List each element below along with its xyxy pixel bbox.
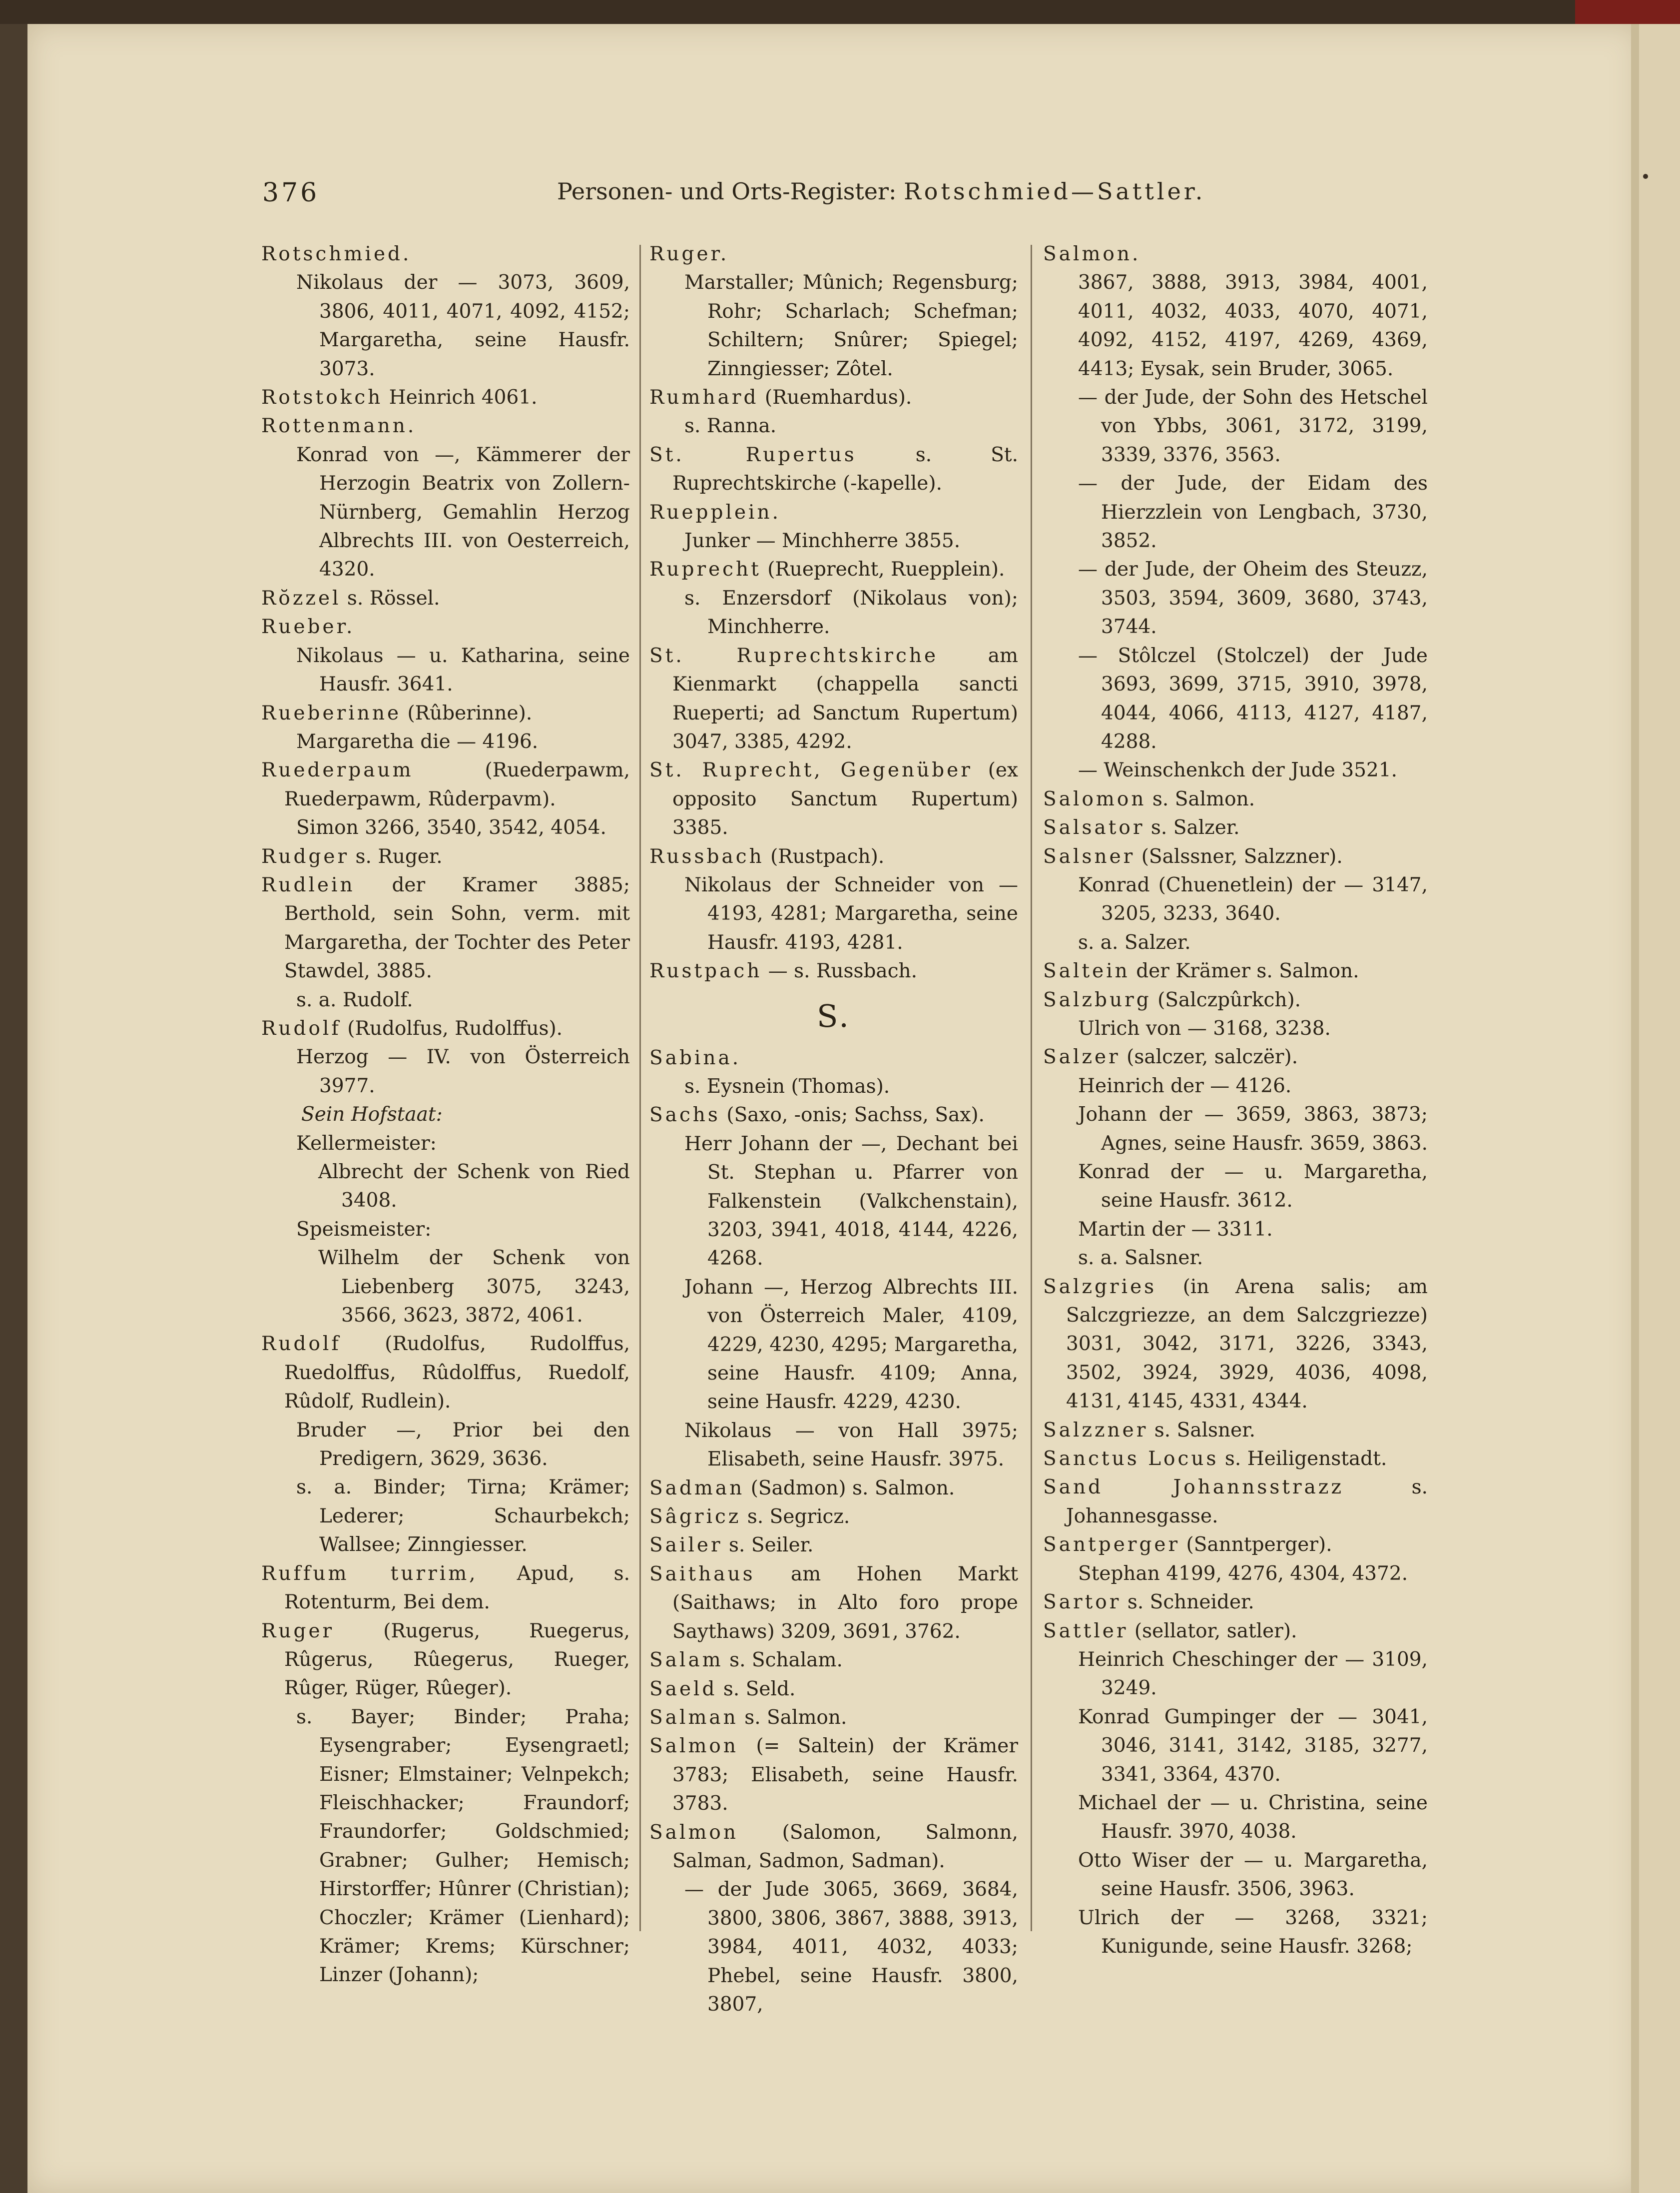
scan-left-border xyxy=(0,24,27,2193)
entry-text: s. Ruger. xyxy=(349,845,443,868)
index-subentry: — der Jude, der Oheim des Steuzz, 3503, 3594, 3609, 3680, 3743, 3744. xyxy=(1078,558,1428,639)
entry-headword: Saeld xyxy=(649,1677,717,1700)
index-subentry: Otto Wiser der — u. Margaretha, seine Hausfr. 3506, 3963. xyxy=(1078,1849,1428,1901)
index-subentry: Martin der — 3311. xyxy=(1078,1218,1273,1241)
index-entry xyxy=(649,1101,1018,1129)
entry-text: (sellator, satler). xyxy=(1128,1619,1297,1642)
index-subentry: Bruder —, Prior bei den Predigern, 3629, 3636. xyxy=(296,1419,630,1470)
entry-headword: Ruffum turrim, xyxy=(261,1562,478,1585)
index-entry xyxy=(649,1044,1018,1072)
column-rule-1 xyxy=(639,245,641,1931)
index-subentry: Stephan 4199, 4276, 4304, 4372. xyxy=(1078,1562,1408,1585)
index-column-2 xyxy=(649,240,1018,2019)
entry-headword: Rotstokch xyxy=(261,386,383,409)
index-subentry: Heinrich Cheschinger der — 3109, 3249. xyxy=(1078,1648,1428,1700)
index-entry xyxy=(649,1675,1018,1703)
running-title xyxy=(557,178,1205,205)
entry-headword: Ruederpaum xyxy=(261,759,414,782)
index-entry xyxy=(1043,1273,1428,1416)
entry-text: (Rustpach). xyxy=(764,845,885,868)
entry-text: s. Johannesgasse. xyxy=(1066,1476,1428,1527)
entry-text: (Salssner, Salzzner). xyxy=(1135,845,1343,868)
index-entry xyxy=(1043,785,1428,813)
scan-top-border xyxy=(0,0,1680,24)
index-entry xyxy=(1043,957,1428,985)
index-subentry: Johann —, Herzog Albrechts III. von Österreich Maler, 4109, 4229, 4230, 4295; Margaretha, seine Hausfr. 4109; Anna, seine Hausfr. 4229, 4230. xyxy=(684,1276,1018,1414)
index-subentry: — Weinschenkch der Jude 3521. xyxy=(1078,759,1398,782)
entry-headword: Saltein xyxy=(1043,960,1130,983)
index-entry xyxy=(649,1531,1018,1559)
entry-text: (Ruemhardus). xyxy=(758,386,912,409)
index-entry xyxy=(1043,1588,1428,1616)
entry-text: (Rugerus, Ruegerus, Rûgerus, Rûegerus, Rueger, Rûger, Rüger, Rûeger). xyxy=(284,1619,630,1700)
entry-text: s. Segricz. xyxy=(741,1505,850,1528)
index-subentry: s. Enzersdorf (Nikolaus von); Minchherre. xyxy=(684,587,1018,639)
index-subentry: s. a. Rudolf. xyxy=(296,988,413,1011)
index-subentry: Junker — Minchherre 3855. xyxy=(684,530,961,553)
entry-text: s. Schneider. xyxy=(1121,1591,1254,1614)
entry-headword: Sand Johannsstrazz xyxy=(1043,1476,1344,1499)
entry-headword: Rudolf xyxy=(261,1017,341,1040)
index-subentry: Konrad von —, Kämmerer der Herzogin Beatrix von Zollern-Nürnberg, Gemahlin Herzog Albrechts III. von Oesterreich, 4320. xyxy=(296,443,630,581)
index-subentry: Konrad der — u. Margaretha, seine Hausfr. 3612. xyxy=(1078,1161,1428,1212)
index-entry xyxy=(1043,1530,1428,1559)
entry-text: (Rueprecht, Ruepplein). xyxy=(761,558,1005,581)
index-subentry: Konrad Gumpinger der — 3041, 3046, 3141, 3142, 3185, 3277, 3341, 3364, 4370. xyxy=(1078,1705,1428,1786)
entry-headword: Rudlein xyxy=(261,873,355,896)
index-subentry: — Stôlczel (Stolczel) der Jude 3693, 3699, 3715, 3910, 3978, 4044, 4066, 4113, 4127, 4187, 4288. xyxy=(1078,644,1428,753)
index-entry xyxy=(649,1646,1018,1674)
index-entry xyxy=(1043,1445,1428,1473)
entry-text: (ex opposito Sanctum Rupertum) 3385. xyxy=(672,759,1019,839)
entry-text: (Saxo, -onis; Sachss, Sax). xyxy=(720,1104,985,1127)
index-entry xyxy=(1043,986,1428,1014)
entry-headword: Russbach xyxy=(649,845,764,868)
binding-edge xyxy=(1575,0,1680,24)
index-subentry: Simon 3266, 3540, 3542, 4054. xyxy=(296,816,606,839)
index-entry xyxy=(649,957,1018,985)
entry-headword: Ruprecht xyxy=(649,558,761,581)
entry-headword: Sâgricz xyxy=(649,1505,741,1528)
subheading: Sein Hofstaat: xyxy=(301,1103,443,1126)
speck xyxy=(1643,174,1648,179)
entry-headword: Salzgries xyxy=(1043,1275,1157,1298)
index-subentry: s. a. Salsner. xyxy=(1078,1247,1203,1270)
entry-headword: Salomon xyxy=(1043,787,1146,810)
column-rule-2 xyxy=(1031,245,1032,1931)
entry-headword: Rustpach xyxy=(649,960,762,983)
entry-text: s. St. Ruprechtskirche (-kapelle). xyxy=(672,443,1018,495)
index-entry xyxy=(1043,842,1428,871)
entry-text: der Kramer 3885; Berthold, sein Sohn, verm. mit Margaretha, der Tochter des Peter Stawdel, 3885. xyxy=(284,873,630,983)
index-subentry: s. a. Salzer. xyxy=(1078,931,1191,954)
index-entry xyxy=(1043,813,1428,842)
entry-headword: Salman xyxy=(649,1706,738,1729)
entry-text: (Rudolfus, Rudolffus). xyxy=(341,1017,563,1040)
index-subentry: Heinrich der — 4126. xyxy=(1078,1074,1292,1097)
entry-headword: St. Rupertus xyxy=(649,443,857,466)
entry-text: (salczer, salczër). xyxy=(1120,1046,1298,1069)
index-entry xyxy=(649,1502,1018,1531)
index-entry xyxy=(649,240,1018,268)
index-subentry: Margaretha die — 4196. xyxy=(296,730,539,753)
index-entry xyxy=(649,555,1018,584)
entry-headword: Rueber. xyxy=(261,616,355,639)
entry-headword: Rudolf xyxy=(261,1333,341,1356)
entry-text: am Hohen Markt (Saithaws; in Alto foro prope Saythaws) 3209, 3691, 3762. xyxy=(672,1562,1018,1643)
index-entry xyxy=(1043,1043,1428,1071)
index-entry xyxy=(1043,1473,1428,1530)
index-entry xyxy=(261,871,630,986)
index-entry xyxy=(261,613,630,641)
index-entry xyxy=(261,1559,630,1617)
index-entry xyxy=(649,1474,1018,1502)
index-subentry: Herzog — IV. von Österreich 3977. xyxy=(296,1046,630,1097)
entry-headword: Ruepplein. xyxy=(649,501,781,524)
index-entry xyxy=(649,441,1018,498)
entry-headword: Sachs xyxy=(649,1104,720,1127)
index-entry xyxy=(261,584,630,613)
entry-text: Heinrich 4061. xyxy=(383,386,538,409)
entry-headword: Sattler xyxy=(1043,1619,1128,1642)
entry-text: (Salomon, Salmonn, Salman, Sadmon, Sadman). xyxy=(672,1821,1018,1872)
running-title-range: Rotschmied—Sattler. xyxy=(904,178,1206,205)
index-subentry: s. Ranna. xyxy=(684,415,777,438)
page-fold xyxy=(1631,24,1639,2193)
entry-text: (in Arena salis; am Salczgriezze, an dem Salczgriezze) 3031, 3042, 3171, 3226, 3343, 3502, 3924, 3929, 4036, 4098, 4131, 4145, 4331, 4344. xyxy=(1066,1275,1428,1413)
entry-text: der Krämer s. Salmon. xyxy=(1129,960,1359,983)
entry-text: Apud, s. Rotenturm, Bei dem. xyxy=(284,1562,630,1614)
index-entry xyxy=(1043,1416,1428,1445)
index-subentry: Wilhelm der Schenk von Liebenberg 3075, 3243, 3566, 3623, 3872, 4061. xyxy=(318,1247,630,1327)
entry-headword: Salzer xyxy=(1043,1046,1120,1069)
entry-text: — s. Russbach. xyxy=(762,960,918,983)
index-entry xyxy=(649,383,1018,412)
index-entry xyxy=(649,1732,1018,1818)
index-entry xyxy=(649,642,1018,756)
index-entry xyxy=(649,1703,1018,1732)
entry-headword: Rottenmann. xyxy=(261,415,417,438)
next-page-edge xyxy=(1639,24,1680,2193)
index-subentry: Kellermeister: xyxy=(296,1132,437,1155)
index-subentry: Ulrich der — 3268, 3321; Kunigunde, seine Hausfr. 3268; xyxy=(1078,1906,1428,1958)
index-subentry: Konrad (Chuenetlein) der — 3147, 3205, 3233, 3640. xyxy=(1078,873,1428,925)
index-subentry: Nikolaus der — 3073, 3609, 3806, 4011, 4071, 4092, 4152; Margaretha, seine Hausfr. 3073. xyxy=(296,271,630,380)
index-subentry: Nikolaus der Schneider von — 4193, 4281; Margaretha, seine Hausfr. 4193, 4281. xyxy=(684,873,1018,954)
entry-headword: Sadman xyxy=(649,1476,745,1499)
index-subentry: Herr Johann der —, Dechant bei St. Stephan u. Pfarrer von Falkenstein (Valkchenstain), 3203, 3941, 4018, 4144, 4226, 4268. xyxy=(684,1132,1018,1270)
index-entry xyxy=(261,240,630,268)
index-entry xyxy=(261,383,630,412)
entry-headword: Salsator xyxy=(1043,816,1145,839)
entry-text: s. Rössel. xyxy=(341,587,440,610)
entry-headword: Ruger. xyxy=(649,243,729,265)
entry-headword: Rŏzzel xyxy=(261,587,341,610)
index-entry xyxy=(261,412,630,440)
index-entry xyxy=(1043,240,1428,268)
index-column-1 xyxy=(261,240,630,1990)
entry-text: s. Salmon. xyxy=(1146,787,1255,810)
index-entry xyxy=(261,756,630,813)
entry-headword: Rotschmied. xyxy=(261,243,412,265)
index-entry xyxy=(261,1617,630,1703)
index-entry xyxy=(649,498,1018,527)
entry-text: (Rûberinne). xyxy=(401,702,533,725)
index-entry xyxy=(261,842,630,871)
index-entry xyxy=(649,1560,1018,1646)
index-subentry: Nikolaus — u. Katharina, seine Hausfr. 3641. xyxy=(296,644,630,696)
section-letter: S. xyxy=(817,997,851,1034)
running-title-prefix: Personen- und Orts-Register: xyxy=(557,178,904,205)
entry-headword: Salsner xyxy=(1043,845,1135,868)
index-entry xyxy=(261,699,630,728)
index-entry xyxy=(649,1818,1018,1876)
entry-headword: Salmon xyxy=(649,1735,739,1758)
entry-text: s. Seld. xyxy=(717,1677,796,1700)
index-subentry: Speismeister: xyxy=(296,1218,432,1241)
entry-text: s. Salzer. xyxy=(1144,816,1240,839)
entry-headword: Sabina. xyxy=(649,1046,741,1069)
entry-headword: St. Ruprecht, Gegenüber xyxy=(649,759,973,782)
entry-text: (Ruederpawm, Ruederpawm, Rûderpavm). xyxy=(284,759,630,810)
index-subentry: — der Jude, der Eidam des Hierzzlein von Lengbach, 3730, 3852. xyxy=(1078,472,1428,553)
index-subentry: s. Eysnein (Thomas). xyxy=(684,1075,890,1098)
index-subentry: Johann der — 3659, 3863, 3873; Agnes, seine Hausfr. 3659, 3863. xyxy=(1078,1103,1428,1155)
index-subentry: Marstaller; Mûnich; Regensburg; Rohr; Scharlach; Schefman; Schiltern; Snûrer; Spiegel; Zinngiesser; Zôtel. xyxy=(684,271,1018,380)
entry-headword: Santperger xyxy=(1043,1533,1180,1556)
index-column-3 xyxy=(1043,240,1428,1961)
entry-headword: Salzburg xyxy=(1043,988,1151,1011)
entry-headword: Rueberinne xyxy=(261,702,402,725)
entry-text: s. Heiligenstadt. xyxy=(1218,1448,1387,1470)
entry-headword: Sartor xyxy=(1043,1591,1121,1614)
index-subentry: s. a. Binder; Tirna; Krämer; Lederer; Schaurbekch; Wallsee; Zinngiesser. xyxy=(296,1476,630,1556)
index-entry xyxy=(649,842,1018,871)
entry-headword: Rumhard xyxy=(649,386,759,409)
index-subentry: s. Bayer; Binder; Praha; Eysengraber; Eysengraetl; Eisner; Elmstainer; Velnpekch; Fleischhacker; Fraundorf; Fraundorfer; Goldschmied; Grabner; Gulher; Hemisch; Hirstorffer; Hûnrer (Christian); Choczler; Krämer (Lienhard); Krämer; Krems; Kürschner; Linzer (Johann); xyxy=(296,1705,630,1987)
entry-headword: Salmon. xyxy=(1043,243,1141,265)
entry-text: (Rudolfus, Rudolffus, Ruedolffus, Rûdolffus, Ruedolf, Rûdolf, Rudlein). xyxy=(284,1333,630,1413)
index-entry xyxy=(649,756,1018,842)
index-subentry: — der Jude, der Sohn des Hetschel von Ybbs, 3061, 3172, 3199, 3339, 3376, 3563. xyxy=(1078,386,1428,466)
entry-text: s. Seiler. xyxy=(722,1534,814,1557)
index-entry xyxy=(261,1330,630,1416)
entry-headword: Salzzner xyxy=(1043,1419,1148,1442)
index-subentry: — der Jude 3065, 3669, 3684, 3800, 3806, 3867, 3888, 3913, 3984, 4011, 4032, 4033; Phebel, seine Hausfr. 3800, 3807, xyxy=(684,1878,1018,2016)
index-subentry: Michael der — u. Christina, seine Hausfr. 3970, 4038. xyxy=(1078,1791,1428,1843)
entry-text: (Salczpûrkch). xyxy=(1151,988,1301,1011)
page-number: 376 xyxy=(262,178,320,208)
entry-headword: Ruger xyxy=(261,1619,335,1642)
index-entry xyxy=(1043,1617,1428,1645)
index-subentry: Albrecht der Schenk von Ried 3408. xyxy=(318,1161,630,1212)
entry-headword: Sailer xyxy=(649,1534,723,1557)
entry-text: s. Schalam. xyxy=(723,1649,843,1672)
entry-headword: Salmon xyxy=(649,1821,739,1844)
index-subentry: Nikolaus — von Hall 3975; Elisabeth, seine Hausfr. 3975. xyxy=(684,1419,1018,1471)
index-subentry: Ulrich von — 3168, 3238. xyxy=(1078,1017,1331,1040)
index-entry xyxy=(261,1014,630,1043)
entry-headword: St. Ruprechtskirche xyxy=(649,644,939,667)
entry-text: (Sadmon) s. Salmon. xyxy=(744,1476,955,1499)
entry-headword: Rudger xyxy=(261,845,350,868)
entry-headword: Sanctus Locus xyxy=(1043,1448,1219,1470)
index-subentry: 3867, 3888, 3913, 3984, 4001, 4011, 4032, 4033, 4070, 4071, 4092, 4152, 4197, 4269, 4369, 4413; Eysak, sein Bruder, 3065. xyxy=(1078,271,1428,380)
entry-headword: Salam xyxy=(649,1649,723,1672)
entry-text: s. Salsner. xyxy=(1148,1419,1256,1442)
entry-text: (Sanntperger). xyxy=(1180,1533,1332,1556)
entry-text: s. Salmon. xyxy=(738,1706,847,1729)
entry-text: (= Saltein) der Krämer 3783; Elisabeth, seine Hausfr. 3783. xyxy=(672,1735,1018,1815)
entry-text: am Kienmarkt (chappella sancti Rueperti; ad Sanctum Rupertum) 3047, 3385, 4292. xyxy=(672,644,1018,753)
entry-headword: Saithaus xyxy=(649,1562,755,1585)
